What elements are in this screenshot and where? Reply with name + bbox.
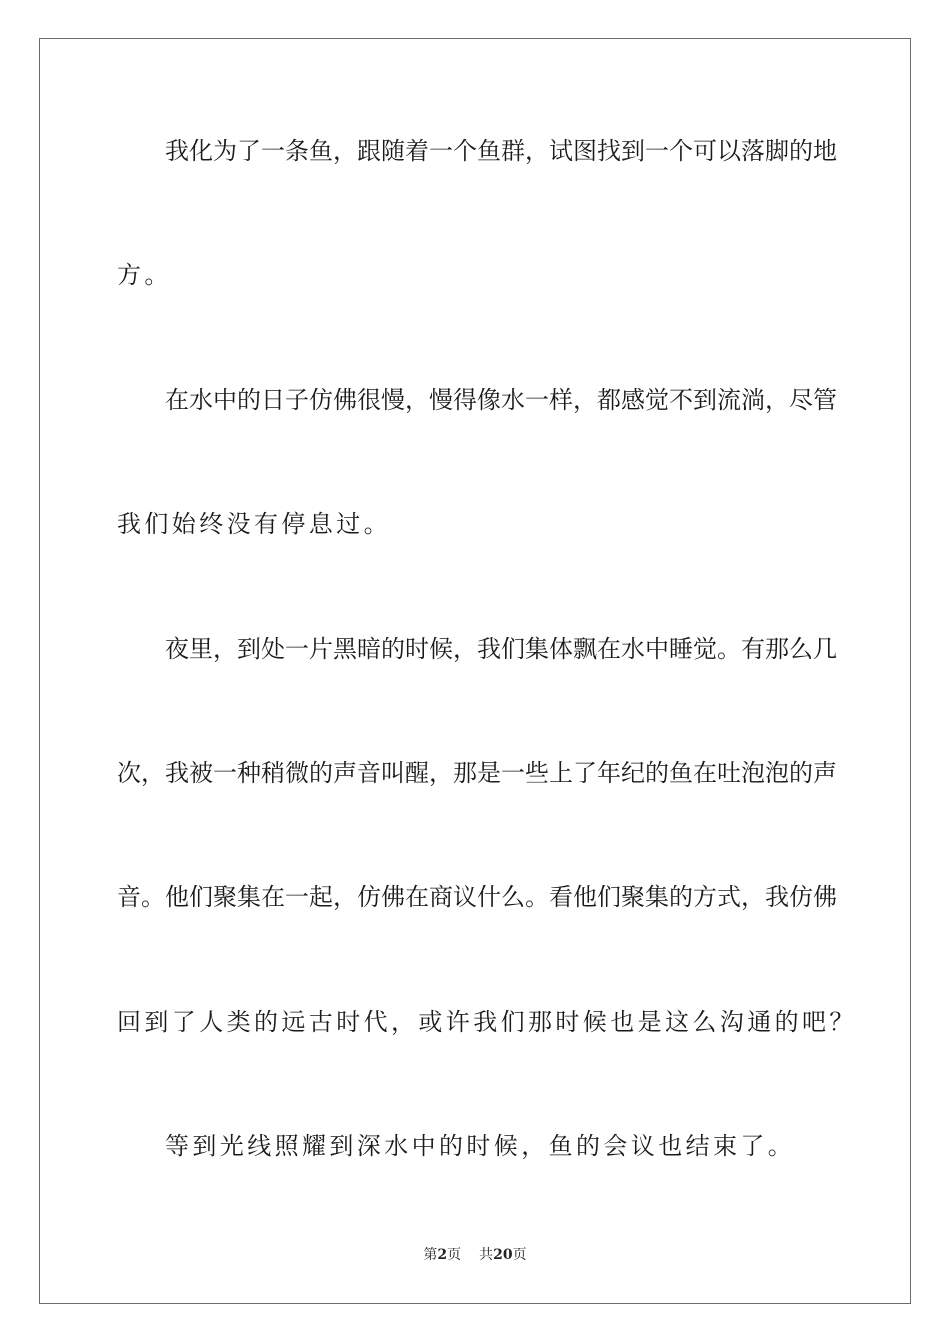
- total-suffix: 页: [512, 1247, 527, 1263]
- total-prefix: 共: [479, 1247, 494, 1263]
- page-suffix: 页: [447, 1247, 462, 1263]
- paragraph-2-line-2: 我们始终没有停息过。: [117, 510, 391, 538]
- page-border: [39, 38, 911, 1304]
- paragraph-3-line-2: 次，我被一种稍微的声音叫醒，那是一些上了年纪的鱼在吐泡泡的声: [117, 759, 837, 787]
- paragraph-3-line-4: 回到了人类的远古时代，或许我们那时候也是这么沟通的吧？: [117, 1008, 857, 1036]
- page-number: 2: [437, 1247, 448, 1263]
- page-footer: [0, 1246, 950, 1264]
- page-prefix: 第: [423, 1247, 438, 1263]
- paragraph-4-line-1: 等到光线照耀到深水中的时候，鱼的会议也结束了。: [165, 1132, 796, 1160]
- paragraph-1-line-1: 我化为了一条鱼，跟随着一个鱼群，试图找到一个可以落脚的地: [165, 137, 837, 165]
- paragraph-1-line-2: 方。: [117, 261, 172, 289]
- total-pages: 20: [493, 1247, 513, 1263]
- paragraph-3-line-3: 音。他们聚集在一起，仿佛在商议什么。看他们聚集的方式，我仿佛: [117, 883, 837, 911]
- paragraph-2-line-1: 在水中的日子仿佛很慢，慢得像水一样，都感觉不到流淌，尽管: [165, 386, 837, 414]
- paragraph-3-line-1: 夜里，到处一片黑暗的时候，我们集体飘在水中睡觉。有那么几: [165, 635, 837, 663]
